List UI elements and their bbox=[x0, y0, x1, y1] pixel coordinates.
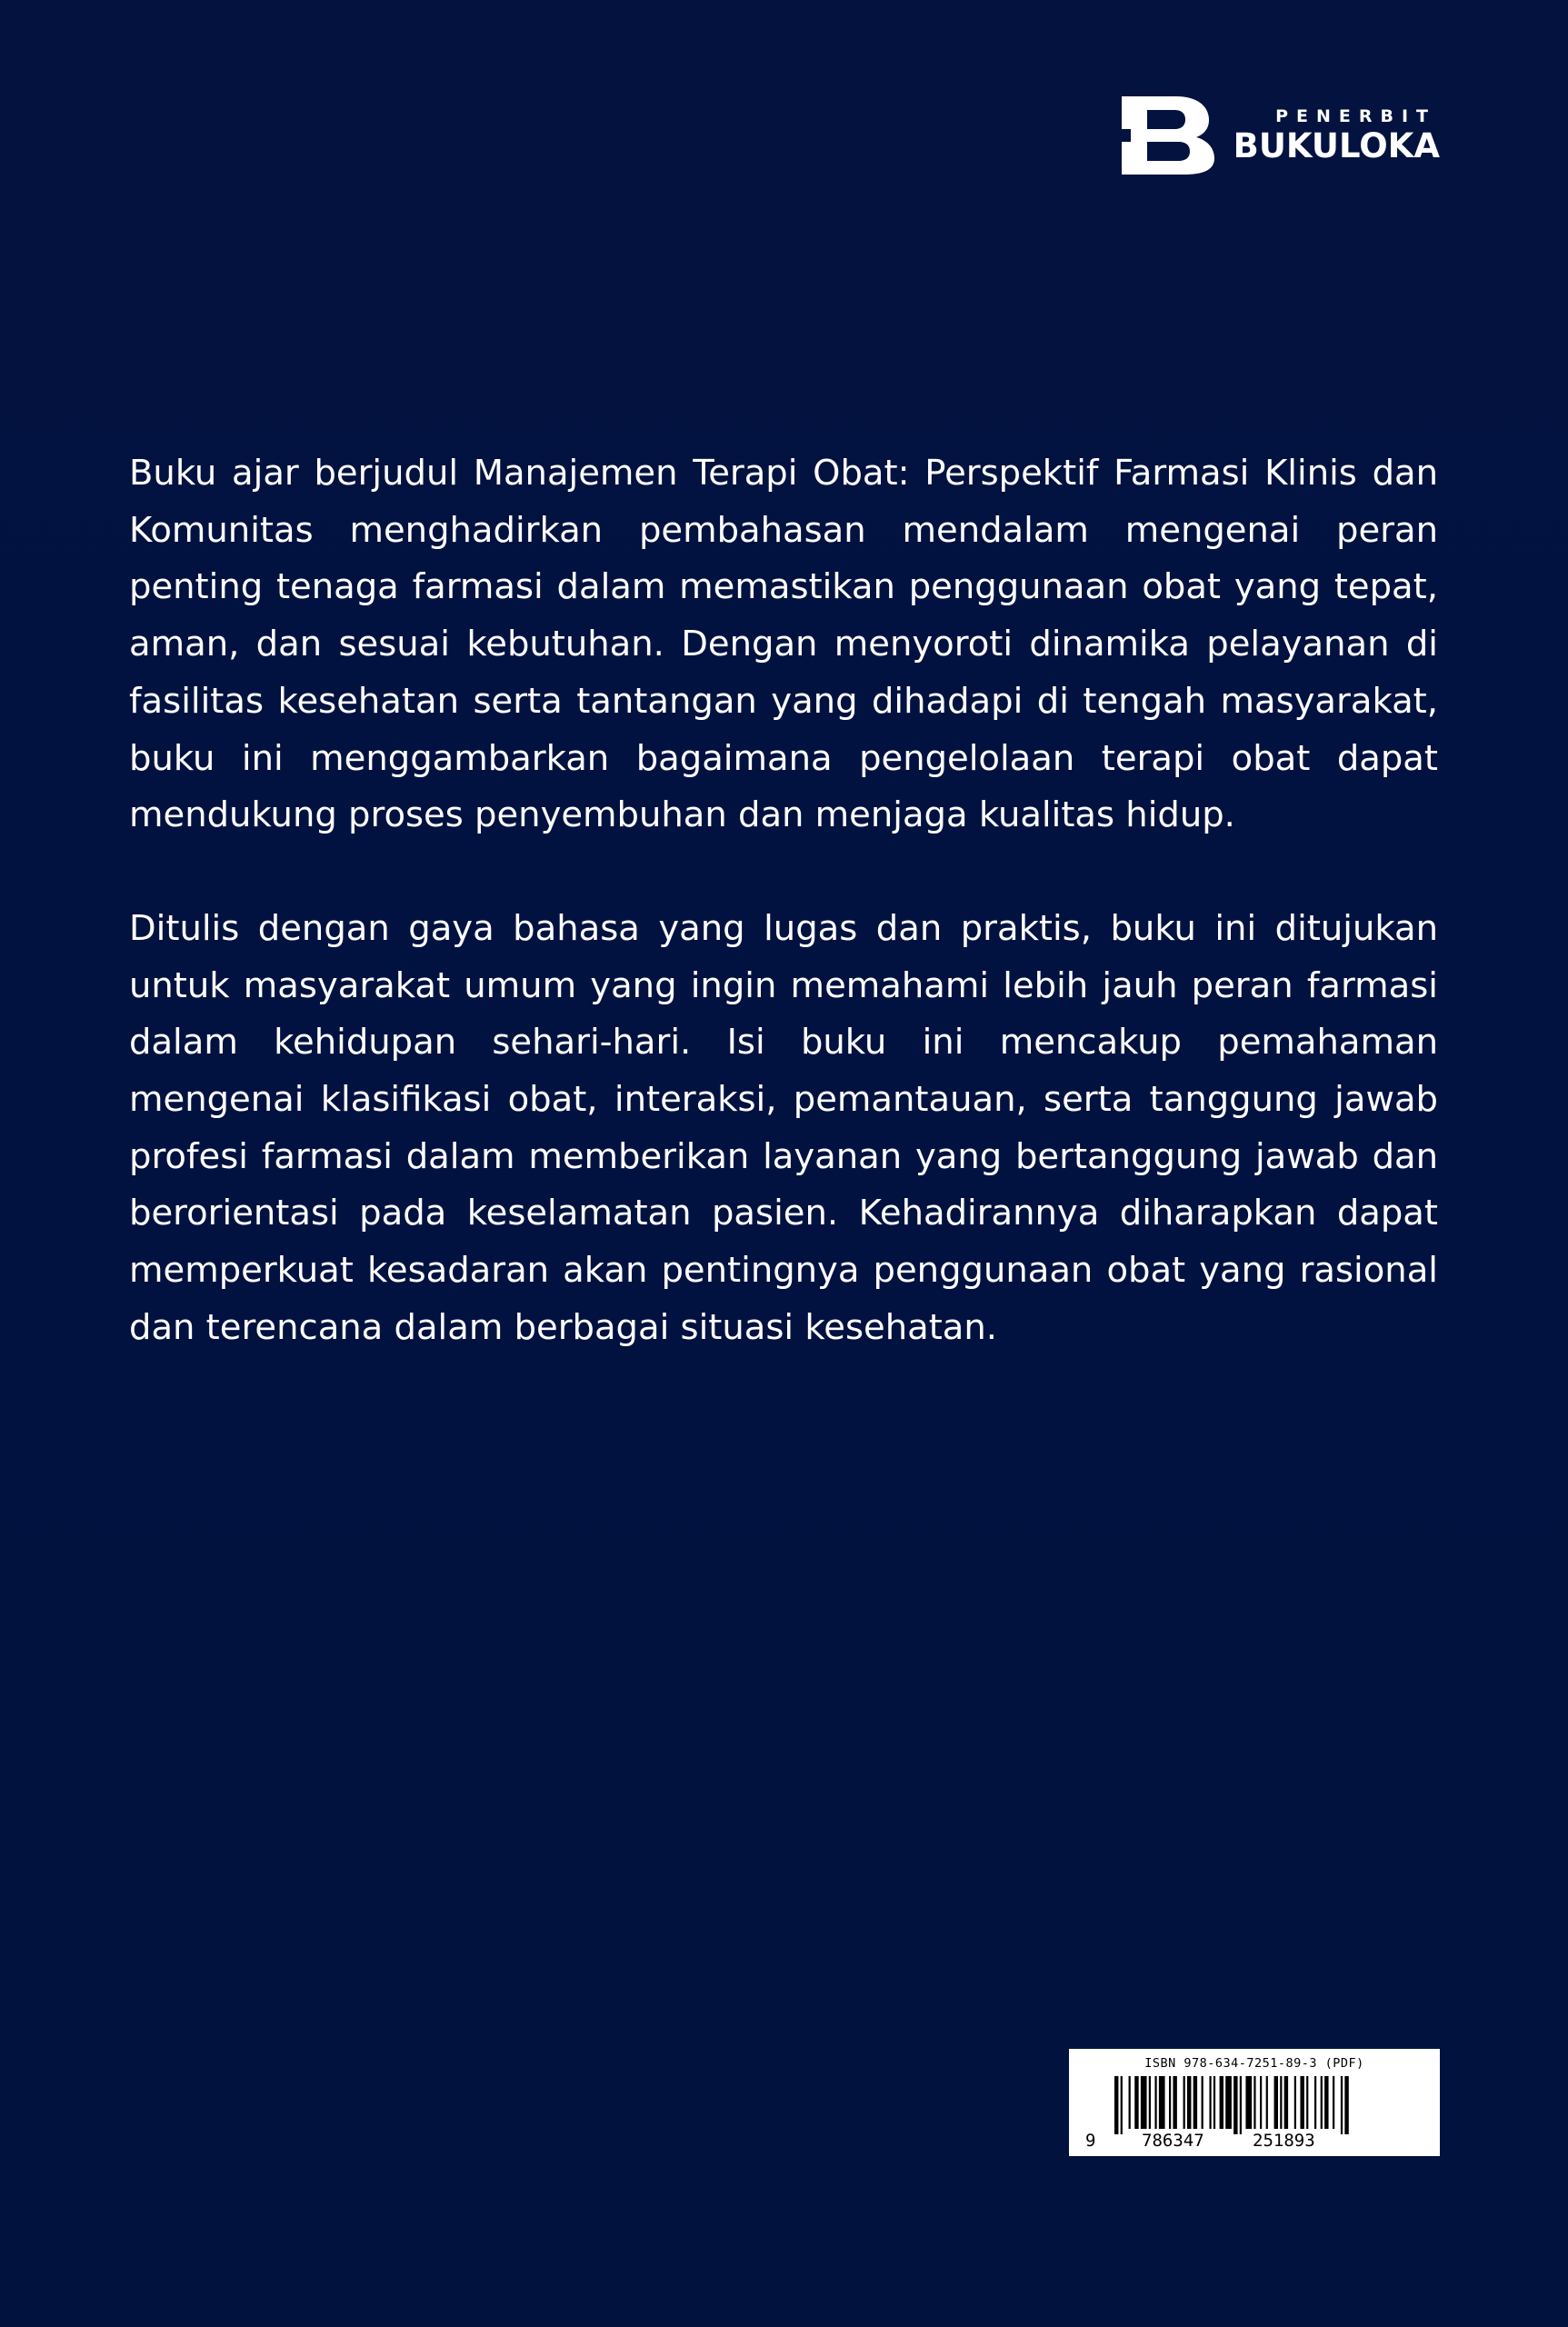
isbn-barcode-box bbox=[1069, 2049, 1440, 2156]
letter-b-logo-icon bbox=[1120, 95, 1218, 176]
barcode-bar bbox=[1121, 2076, 1123, 2134]
barcode-bar bbox=[1245, 2076, 1252, 2129]
barcode-bar bbox=[1266, 2076, 1268, 2129]
publisher-logo bbox=[1120, 95, 1440, 176]
barcode-bar bbox=[1114, 2076, 1118, 2134]
barcode-bar bbox=[1300, 2076, 1303, 2129]
barcode-bar bbox=[1341, 2076, 1343, 2134]
barcode-bar bbox=[1321, 2076, 1323, 2129]
barcode-bar bbox=[1240, 2076, 1242, 2134]
barcode-bar bbox=[1233, 2076, 1237, 2134]
barcode-bar bbox=[1141, 2076, 1147, 2129]
barcode-bar bbox=[1344, 2076, 1348, 2134]
blurb-paragraph-1: Buku ajar berjudul Manajemen Terapi Obat: Perspektif Farmasi Klinis dan Komunitas menghadirkan pembahasan mendalam mengenai peran penting tenaga farmasi dalam memastikan penggunaan obat yang tepat, aman, dan sesuai kebutuhan. Dengan menyoroti dinamika pelayanan di fasilitas kesehatan serta tantangan yang dihadapi di tengah masyarakat, buku ini menggambarkan bagaimana pengelolaan terapi obat dapat mendukung proses penyembuhan dan menjaga kualitas hidup. bbox=[129, 453, 1438, 836]
barcode-bar bbox=[1324, 2076, 1328, 2129]
barcode-bar bbox=[1274, 2076, 1278, 2129]
barcode-bar bbox=[1187, 2076, 1191, 2129]
publisher-wordmark bbox=[1220, 105, 1440, 165]
blurb-paragraph-2: Ditulis dengan gaya bahasa yang lugas dan praktis, buku ini ditujukan untuk masyarakat umum yang ingin memahami lebih jauh peran farmasi dalam kehidupan sehari-hari. Isi buku ini mencakup pemahaman mengenai klasifikasi obat, interaksi, pemantauan, serta tanggung jawab profesi farmasi dalam memberikan layanan yang bertanggung jawab dan berorientasi pada keselamatan pasien. Kehadirannya diharapkan dapat memperkuat kesadaran akan pentingnya penggunaan obat yang rasional dan terencana dalam berbagai situasi kesehatan. bbox=[129, 907, 1438, 1348]
barcode-bar bbox=[1280, 2076, 1282, 2129]
barcode-bar bbox=[1154, 2076, 1156, 2129]
barcode-bar bbox=[1284, 2076, 1288, 2129]
book-blurb bbox=[129, 445, 1438, 1357]
barcode-bar bbox=[1306, 2076, 1308, 2129]
barcode-bar bbox=[1225, 2076, 1232, 2129]
barcode-bar bbox=[1149, 2076, 1151, 2129]
barcode-digits-right: 251893 bbox=[1253, 2131, 1315, 2151]
barcode-bar bbox=[1253, 2076, 1255, 2129]
barcode-bar bbox=[1193, 2076, 1197, 2129]
barcode-bar bbox=[1173, 2076, 1176, 2129]
publisher-name: BUKULOKA bbox=[1233, 126, 1440, 165]
barcode-bars bbox=[1114, 2076, 1351, 2134]
isbn-label: ISBN 978-634-7251-89-3 (PDF) bbox=[1144, 2056, 1364, 2071]
barcode-bar bbox=[1333, 2076, 1334, 2129]
barcode-bar bbox=[1202, 2076, 1203, 2129]
barcode-bar bbox=[1134, 2076, 1138, 2129]
publisher-label: PENERBIT bbox=[1275, 106, 1436, 126]
barcode-digits-left: 786347 bbox=[1142, 2131, 1204, 2151]
barcode-bar bbox=[1183, 2076, 1185, 2129]
barcode-bar bbox=[1129, 2076, 1131, 2129]
barcode-bar bbox=[1213, 2076, 1215, 2129]
barcode-bar bbox=[1159, 2076, 1165, 2129]
barcode-bar bbox=[1314, 2076, 1316, 2129]
barcode-bar bbox=[1294, 2076, 1296, 2129]
barcode-bar bbox=[1260, 2076, 1262, 2129]
barcode-bar bbox=[1169, 2076, 1171, 2129]
barcode-bar bbox=[1209, 2076, 1211, 2129]
barcode-digit-first: 9 bbox=[1085, 2131, 1096, 2151]
barcode-bar bbox=[1220, 2076, 1223, 2129]
